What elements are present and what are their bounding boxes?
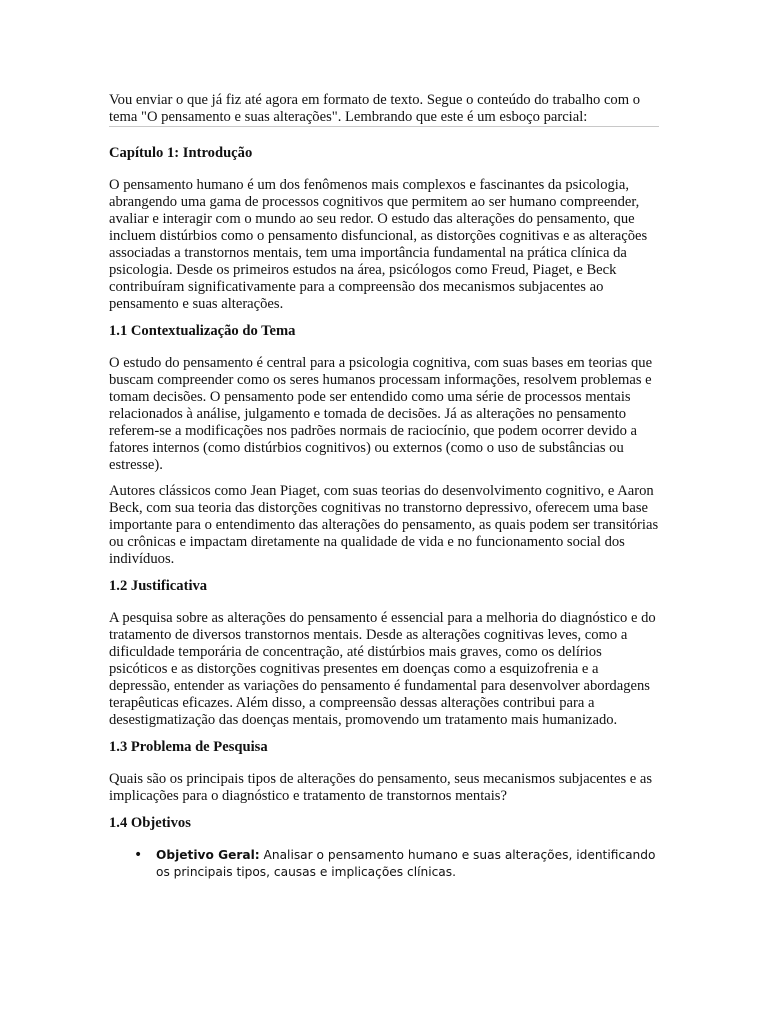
section-title-contextualizacao: 1.1 Contextualização do Tema bbox=[109, 323, 296, 339]
section-paragraph: O estudo do pensamento é central para a psicologia cognitiva, com suas bases em teorias que buscam compreender como os seres humanos processam informações, resolvem problemas e tomam decisões. O pensamento pode ser entendido como uma série de processos mentais relacionados à análise, julgamento e tomada de decisões. Já as alterações no pensamento referem-se a modificações nos padrões normais de raciocínio, que podem ocorrer devido a fatores internos (como distúrbios cognitivos) ou externos (como o uso de substâncias ou estresse). bbox=[109, 355, 653, 473]
divider bbox=[109, 126, 659, 127]
section-paragraph: A pesquisa sobre as alterações do pensamento é essencial para a melhoria do diagnóstico e do tratamento de diversos transtornos mentais. Desde as alterações cognitivas leves, como a dificuldade temporária de concentração, até distúrbios mais graves, como os delírios psicóticos e as distorções cognitivas presentes em doenças como a esquizofrenia e a depressão, entender as variações do pensamento é fundamental para desenvolver abordagens terapêuticas eficazes. Além disso, a compreensão dessas alterações contribui para a desestigmatização das doenças mentais, promovendo um tratamento mais humanizado. bbox=[109, 610, 656, 728]
chapter-paragraph: O pensamento humano é um dos fenômenos mais complexos e fascinantes da psicologia, abrangendo uma gama de processos cognitivos que permitem ao ser humano compreender, avaliar e interagir com o mundo ao seu redor. O estudo das alterações do pensamento, que incluem distúrbios como o pensamento disfuncional, as distorções cognitivas e as alterações associadas a transtornos mentais, tem uma importância fundamental na prática clínica da psicologia. Desde os primeiros estudos na área, psicólogos como Freud, Piaget, e Beck contribuíram significativamente para a compreensão dos mecanismos subjacentes ao pensamento e suas alterações. bbox=[109, 177, 648, 312]
objectives-list bbox=[109, 847, 659, 881]
intro-text: Vou enviar o que já fiz até agora em formato de texto. Segue o conteúdo do trabalho com o tema "O pensamento e suas alterações". Lembrando que este é um esboço parcial: bbox=[109, 92, 641, 125]
section-paragraph: Autores clássicos como Jean Piaget, com suas teorias do desenvolvimento cognitivo, e Aaron Beck, com sua teoria das distorções cognitivas no transtorno depressivo, oferecem uma base importante para o entendimento das alterações do pensamento, as quais podem ser transitórias ou crônicas e impactam diretamente na qualidade de vida e no funcionamento social dos indivíduos. bbox=[109, 483, 659, 567]
chapter-title: Capítulo 1: Introdução bbox=[109, 145, 253, 161]
section-paragraph: Quais são os principais tipos de alterações do pensamento, seus mecanismos subjacentes e as implicações para o diagnóstico e tratamento de transtornos mentais? bbox=[109, 771, 653, 804]
objective-label: Objetivo Geral: bbox=[156, 848, 260, 862]
section-title-problema: 1.3 Problema de Pesquisa bbox=[109, 739, 268, 755]
objective-text: Analisar o pensamento humano e suas alterações, identificando os principais tipos, causas e implicações clínicas. bbox=[156, 848, 656, 879]
document-body bbox=[109, 92, 659, 881]
section-title-objetivos: 1.4 Objetivos bbox=[109, 815, 191, 831]
list-item bbox=[156, 847, 659, 881]
section-title-justificativa: 1.2 Justificativa bbox=[109, 578, 208, 594]
